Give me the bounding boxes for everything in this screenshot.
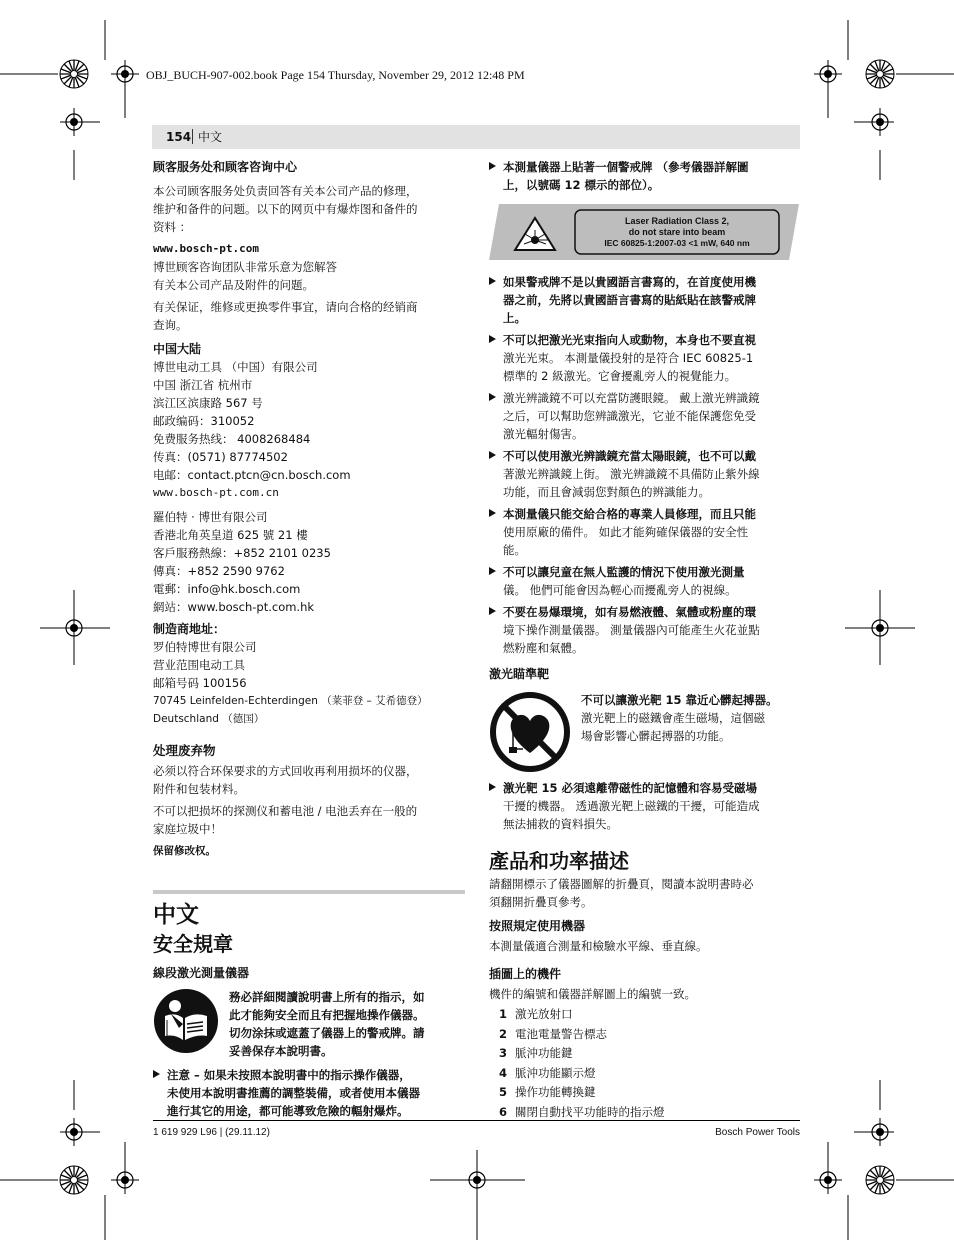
bullet-warning-label: 本測量儀器上貼著一個警戒牌 （參考儀器詳解圖 上，以號碼 12 標示的部位）。 bbox=[489, 158, 801, 194]
header-language: 中文 bbox=[198, 130, 223, 144]
bullet-beam-direction: 不可以把激光光束指向人或動物，本身也不要直視 激光光束。 本測量儀投射的是符合 IEC 60825-1 標準的 2 級激光。它會擾亂旁人的視覺能力。 bbox=[489, 331, 801, 385]
maker-title: 制造商地址： bbox=[153, 622, 226, 636]
bullet-magnetic: 激光靶 15 必須遠離帶磁性的記憶體和容易受磁場 干擾的機器。 透過激光靶上磁鐵的干擾，可能造成 無法捕救的資料損失。 bbox=[489, 779, 801, 833]
pacemaker-text: 不可以讓激光靶 15 靠近心髒起搏器。 激光靶上的磁鐵會產生磁場，這個磁 場會影響心髒起搏器的功能。 bbox=[581, 693, 778, 743]
service-paragraph-2: 博世顾客咨询团队非常乐意为您解答 有关本公司产品及附件的问题。 bbox=[153, 260, 337, 292]
bullet-label-language: 如果警戒牌不是以貴國語言書寫的，在首度使用機 器之前，先將以貴國語言書寫的貼紙貼在該警戒牌 上。 bbox=[489, 273, 801, 327]
product-heading: 產品和功率描述 bbox=[489, 849, 629, 873]
safety-heading: 安全規章 bbox=[153, 932, 233, 956]
label-line-1: Laser Radiation Class 2, bbox=[624, 216, 730, 226]
language-heading: 中文 bbox=[153, 902, 199, 928]
intended-use-title: 按照規定使用機器 bbox=[489, 919, 586, 933]
list-item: 4 脈沖功能顯示燈 bbox=[499, 1065, 596, 1080]
label-line-2: do not stare into beam bbox=[628, 227, 726, 237]
bullet-triangle-icon bbox=[489, 277, 496, 285]
service-paragraph-1: 本公司顾客服务处负责回答有关本公司产品的修理， 维护和备件的问题。以下的网页中有爆炸图和备件的 资料 ： bbox=[153, 184, 418, 234]
disposal-title: 处理废弃物 bbox=[153, 743, 216, 758]
parts-title: 插圖上的機件 bbox=[489, 967, 562, 981]
pacemaker-warning bbox=[489, 691, 801, 773]
bullet-triangle-icon bbox=[489, 607, 496, 615]
bullet-triangle-icon bbox=[489, 162, 496, 170]
service-paragraph-3: 有关保证，维修或更换零件事宜，请向合格的经销商 查询。 bbox=[153, 300, 418, 332]
caution-bullet: 注意 – 如果未按照本說明書中的指示操作儀器， 未使用本說明書推薦的調整裝備，或者使用本儀器 進行其它的用途，都可能導致危險的輻射爆炸。 bbox=[153, 1066, 465, 1120]
list-item: 3 脈沖功能鍵 bbox=[499, 1046, 573, 1060]
china-title: 中国大陆 bbox=[153, 342, 202, 356]
parts-intro: 機件的編號和儀器詳解圖上的編號一致。 bbox=[489, 987, 696, 1001]
bullet-triangle-icon bbox=[489, 393, 496, 401]
rights-reserved: 保留修改权。 bbox=[153, 845, 216, 857]
bullet-triangle-icon bbox=[489, 509, 496, 517]
bullet-explosive: 不要在易爆環境，如有易燃液體、氣體或粉塵的環 境下操作測量儀器。 測量儀器內可能產生火花並點 燃粉塵和氣體。 bbox=[489, 603, 801, 657]
bullet-triangle-icon bbox=[489, 451, 496, 459]
bullet-repair: 本測量儀只能交給合格的專業人員修理，而且只能 使用原廠的備件。 如此才能夠確保儀器的安全性 能。 bbox=[489, 505, 801, 559]
footer-document-number: 1 619 929 L96 | (29.11.12) bbox=[153, 1127, 270, 1138]
footer-brand: Bosch Power Tools bbox=[715, 1127, 800, 1138]
hk-website: 網站：www.bosch-pt.com.hk bbox=[153, 600, 315, 614]
bullet-children: 不可以讓兒童在無人監護的情況下使用激光測量 儀。 他們可能會因為輕心而擾亂旁人的視線。 bbox=[489, 563, 801, 599]
product-paragraph: 請翻開標示了儀器圖解的折疊頁，閱讀本說明書時必 須翻開折疊頁參考。 bbox=[489, 877, 754, 909]
read-manual-text: 務必詳細閱讀說明書上所有的指示，如 此才能夠安全而且有把握地操作儀器。 切勿涂抹或遮蓋了儀器上的警戒牌。請 妥善保存本說明書。 bbox=[229, 990, 425, 1058]
left-column bbox=[153, 158, 465, 1124]
target-title: 激光瞄準靶 bbox=[489, 667, 550, 681]
laser-warning-label bbox=[489, 204, 799, 260]
list-item: 1 激光放射口 bbox=[499, 1007, 573, 1021]
hk-address: 羅伯特 · 博世有限公司 香港北角英皇道 625 號 21 樓 客戶服務熱線：+852 2101 0235 傳真：+852 2590 9762 電郵：info@hk.bosch.com 網站：www.bosch-pt.com.hk bbox=[153, 508, 465, 616]
list-item: 2 電池電量警告標志 bbox=[499, 1026, 607, 1041]
disposal-paragraph-2: 不可以把损坏的探测仪和蓄电池 / 电池丢弃在一般的 家庭垃圾中！ bbox=[153, 804, 418, 836]
bullet-triangle-icon bbox=[153, 1070, 160, 1078]
footer-rule bbox=[153, 1120, 800, 1121]
header-separator bbox=[192, 129, 193, 144]
bullet-triangle-icon bbox=[489, 567, 496, 575]
bullet-viewing-glasses: 激光辨識鏡不可以充當防護眼鏡。 戴上激光辨識鏡 之后，可以幫助您辨識激光，它並不能保護您免受 激光輻射傷害。 bbox=[489, 389, 801, 443]
maker-address: 罗伯特博世有限公司 营业范围电动工具 邮箱号码 100156 70745 Leinfelden-Echterdingen （莱菲登 – 艾希德登） Deutschland （德国） bbox=[153, 640, 428, 725]
laser-instrument-title: 線段激光測量儀器 bbox=[153, 966, 250, 980]
list-item: 5 操作功能轉換鍵 bbox=[499, 1085, 596, 1099]
read-manual-icon bbox=[153, 988, 219, 1054]
page-number: 154 bbox=[166, 130, 192, 144]
china-address: 博世电动工具 （中国）有限公司 中国 浙江省 杭州市 滨江区滨康路 567 号 邮政编码：310052 免费服务热线： 4008268484 传真：(0571) 87774502 电邮：contact.ptcn@cn.bosch.com www.bosch-pt.com.cn bbox=[153, 358, 465, 502]
bullet-sunglasses: 不可以使用激光辨識鏡充當太陽眼鏡，也不可以戴 著激光辨識鏡上街。 激光辨識鏡不具備防止紫外線 功能，而且會減弱您對顏色的辨識能力。 bbox=[489, 447, 801, 501]
section-divider bbox=[153, 890, 465, 894]
intended-use-text: 本測量儀適合測量和檢驗水平線、垂直線。 bbox=[489, 939, 708, 953]
book-file-line: OBJ_BUCH-907-002.book Page 154 Thursday, November 29, 2012 12:48 PM bbox=[146, 68, 525, 82]
list-item: 6 關閉自動找平功能時的指示燈 bbox=[499, 1104, 665, 1119]
bullet-triangle-icon bbox=[489, 783, 496, 791]
bullet-triangle-icon bbox=[489, 335, 496, 343]
china-website: www.bosch-pt.com.cn bbox=[153, 486, 279, 499]
service-website: www.bosch-pt.com bbox=[153, 242, 259, 255]
no-pacemaker-icon bbox=[489, 691, 571, 773]
disposal-paragraph-1: 必须以符合环保要求的方式回收再利用损坏的仪器， 附件和包装材料。 bbox=[153, 764, 418, 796]
label-line-3: IEC 60825-1:2007-03 <1 mW, 640 nm bbox=[604, 238, 750, 248]
page-header bbox=[152, 125, 800, 149]
parts-list bbox=[489, 1005, 801, 1122]
right-column bbox=[489, 158, 801, 1122]
service-title: 顾客服务处和顾客咨询中心 bbox=[153, 160, 298, 174]
read-manual-warning bbox=[153, 988, 465, 1060]
